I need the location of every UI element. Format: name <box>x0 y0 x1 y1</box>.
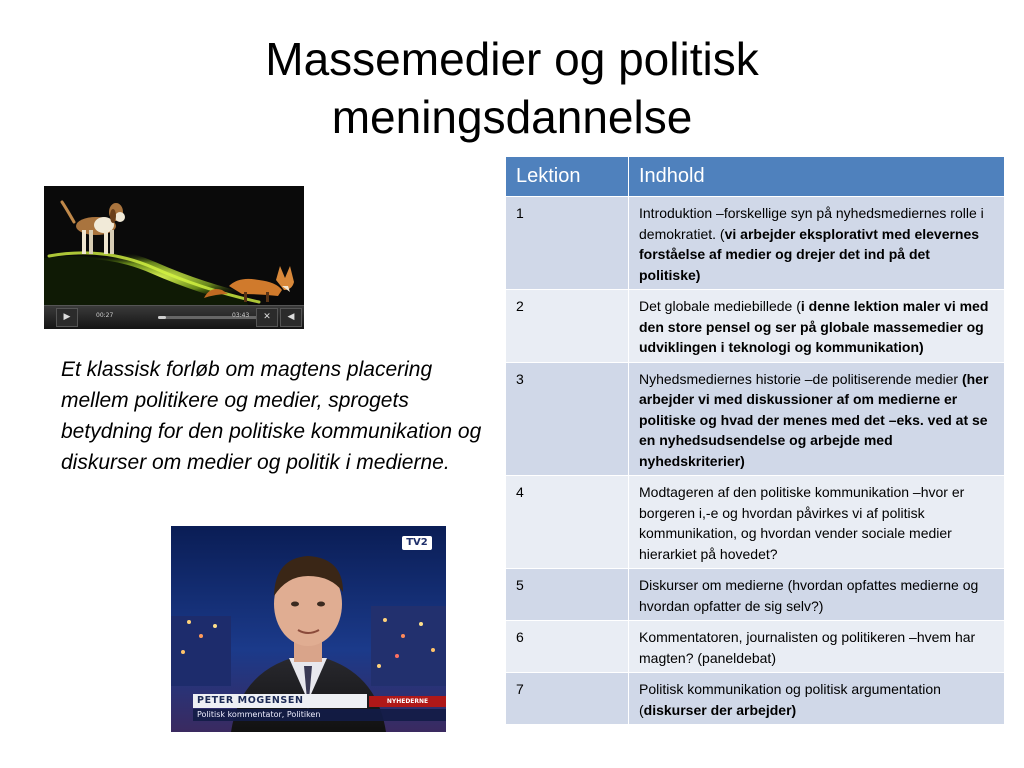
video-frame-dog-and-fox <box>44 186 304 306</box>
lesson-content-text: Modtageren af den politiske kommunikation –hvor er borgeren i,-e og hvordan påvirkes vi af politisk kommunikation, og hvordan vender sociale medier hierarkiet på hovedet? <box>639 484 965 562</box>
news-image-peter-mogensen <box>171 526 446 732</box>
lesson-number: 2 <box>506 290 629 363</box>
video-time-total: 03:43 <box>232 312 250 319</box>
lesson-content-text: Introduktion –forskellige syn på nyhedsmediernes rolle i demokratiet. ( <box>639 205 984 242</box>
lesson-content <box>629 673 1005 725</box>
slide-title <box>130 30 894 146</box>
lesson-content-text: Politisk kommunikation og politisk argumentation ( <box>639 681 941 718</box>
lesson-number: 3 <box>506 362 629 476</box>
lesson-number: 1 <box>506 197 629 290</box>
slide-title-line-1: Massemedier og politisk <box>265 33 759 85</box>
lesson-number: 4 <box>506 476 629 569</box>
lesson-content-bold-text: vi arbejder eksplorativt med elevernes forståelse af medier og drejer det ind på det politiske) <box>639 225 980 283</box>
lower-third-role: Politisk kommentator, Politiken <box>193 709 446 721</box>
table-header-lektion: Lektion <box>506 157 629 197</box>
play-icon[interactable]: ▶ <box>56 308 78 327</box>
lower-third-name: PETER MOGENSEN <box>193 694 367 708</box>
table-header-indhold: Indhold <box>629 157 1005 197</box>
table-row <box>506 362 1005 476</box>
video-player[interactable] <box>44 186 304 329</box>
table-row <box>506 197 1005 290</box>
lesson-number: 7 <box>506 673 629 725</box>
description-text: Et klassisk forløb om magtens placering mellem politikere og medier, sprogets betydning for den politiske kommunikation og diskurser om medier og politik i medierne. <box>61 358 482 474</box>
table-row <box>506 621 1005 673</box>
lesson-content-bold-text: (her arbejder vi med diskussioner af om medierne er politiske og hvad der menes med det –eks. ved at se en nyhedsudsendelse og arbejde med nyhedskriterier) <box>639 370 989 469</box>
video-controls <box>44 305 304 329</box>
lesson-content-bold-text: diskurser der arbejder) <box>643 701 797 718</box>
table-row <box>506 476 1005 569</box>
lesson-content-text: Diskurser om medierne (hvordan opfattes medierne og hvordan opfatter de sig selv?) <box>639 577 979 614</box>
lesson-table <box>505 156 1005 725</box>
news-lower-third <box>193 694 446 724</box>
tv2-logo: TV2 <box>402 536 432 550</box>
table-row <box>506 569 1005 621</box>
video-progress-fill <box>158 316 166 319</box>
lesson-content-text: Kommentatoren, journalisten og politikeren –hvem har magten? (paneldebat) <box>639 629 976 666</box>
slide-title-line-2: meningsdannelse <box>331 91 693 143</box>
lesson-content <box>629 476 1005 569</box>
table-row <box>506 673 1005 725</box>
lesson-content <box>629 362 1005 476</box>
lesson-content <box>629 621 1005 673</box>
volume-icon[interactable]: ◀ <box>280 308 302 327</box>
lesson-content <box>629 290 1005 363</box>
lesson-content-bold-text: i denne lektion maler vi med den store pensel og ser på globale massemedier og udviklingen i teknologi og kommunikation) <box>639 298 989 355</box>
lesson-number: 6 <box>506 621 629 673</box>
fullscreen-icon[interactable]: ✕ <box>256 308 278 327</box>
table-header-row <box>506 157 1005 197</box>
lower-third-channel: NYHEDERNE <box>369 696 446 707</box>
lesson-content-text: Nyhedsmediernes historie –de politiserende medier <box>639 370 962 387</box>
video-time-elapsed: 00:27 <box>96 312 114 319</box>
lesson-content <box>629 569 1005 621</box>
lesson-content <box>629 197 1005 290</box>
lesson-content-text: Det globale mediebillede ( <box>639 298 801 314</box>
lesson-number: 5 <box>506 569 629 621</box>
table-row <box>506 290 1005 363</box>
